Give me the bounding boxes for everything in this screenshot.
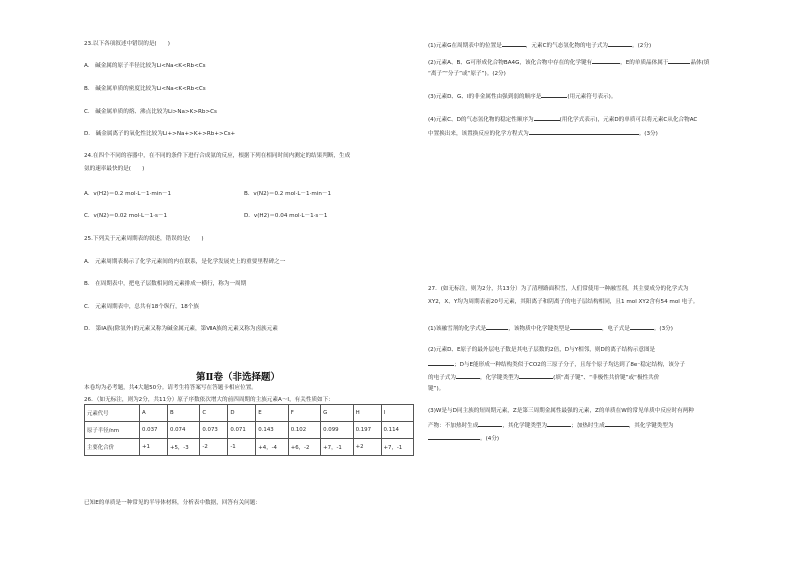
valence-cell: -2: [200, 439, 228, 456]
q26-sub3: [428, 92, 616, 101]
q24-option-a: A．v(H2)＝0.2 mol·L－1·min－1: [84, 191, 172, 197]
q27-sub2-line2: [428, 360, 685, 369]
q26-sub2-c: 晶体(填: [690, 60, 710, 66]
q27-sub2-f: 键”)。: [428, 386, 445, 392]
row-header-valence: 主要化合价: [85, 439, 140, 456]
answer-blank[interactable]: [478, 421, 502, 427]
q27-sub1: [428, 324, 673, 333]
q27-sub1-a: (1)该融雪剂的化学式是: [428, 326, 487, 332]
q23-option-c: C. 碱金属单质的熔、沸点比较为Li>Na>K>Rb>Cs: [84, 109, 217, 115]
q27-sub2-b: ；D与E能形成一种结构类似于CO2的三原子分子，且每个原子均达到了8e⁻稳定结构，该分子: [454, 362, 686, 368]
q27-sub2-line3: [428, 373, 659, 382]
q23-stem: 23.以下各项叙述中错误的是( ): [84, 41, 170, 47]
q27-sub3-e: ，其化学键类型为: [628, 423, 674, 429]
valence-row: [85, 439, 414, 456]
answer-blank[interactable]: [630, 324, 654, 330]
q27-sub3-line1: (3)W是与D同主族的短周期元素，Z是第三周期金属性最强的元素，Z的单质在W的常见单质中反应时有两种: [428, 408, 694, 414]
q26-sub1-a: (1)元素G在周期表中的位置是: [428, 43, 502, 49]
q26-note: 已知E的单质是一种常见的半导体材料，分析表中数据，回答有关问题：: [84, 500, 261, 506]
q26-sub4-a: (4)元素C、D的气态氢化物的稳定性顺序为: [428, 117, 534, 123]
q27-sub2-a: (2)元素D、E原子的最外层电子数是其电子层数的2倍，D与Y相邻，则D的离子结构示意图是: [428, 347, 656, 353]
q26-sub2-a: (2)元素A、B、G可形成化合物BA4G，该化合物中存在的化学键有: [428, 60, 593, 66]
q27-line1: 27．(如无标注，则为2分，共13分）为了清理路面积雪，人们常使用一种融雪剂，其主要成分的化学式为: [428, 286, 689, 292]
atomic-radius-cell: 0.037: [140, 422, 168, 439]
q27-sub3-c: ，其化学键类型为: [502, 423, 548, 429]
q23-option-b: B. 碱金属单质的密度比较为Li<Na<K<Rb<Cs: [84, 86, 206, 92]
q26-sub2-line1: [428, 58, 709, 67]
q26-sub4-line1: [428, 115, 697, 124]
valence-cell: +6，-2: [288, 439, 320, 456]
q27-sub2-e: (填“离子键”、“非极性共价键”或“极性共价: [553, 375, 660, 381]
element-code-cell: A: [140, 405, 168, 422]
element-table: [84, 404, 414, 456]
valence-cell: +1: [140, 439, 168, 456]
answer-blank[interactable]: [486, 324, 508, 330]
q26-sub4-d: 。(3分): [638, 131, 658, 137]
q27-sub1-d: 。(3分): [653, 326, 673, 332]
answer-blank[interactable]: [547, 421, 571, 427]
q25-option-c: C. 元素周期表中，总共有18个纵行，18个族: [84, 304, 200, 310]
q27-sub2-d: ，化学键类型为: [479, 375, 520, 381]
valence-cell: +2: [353, 439, 381, 456]
atomic-radius-cell: 0.197: [353, 422, 381, 439]
element-code-cell: H: [353, 405, 381, 422]
q24-option-c: C．v(N2)＝0.02 mol·L－1·s－1: [84, 213, 168, 219]
q26-sub2-d: “离子”“分子”或“原子”)。(2分): [428, 71, 506, 77]
q26-sub1-c: 。(2分): [632, 43, 652, 49]
element-code-cell: C: [200, 405, 228, 422]
q26-sub1-b: ，元素C的气态氢化物的电子式为: [525, 43, 609, 49]
atomic-radius-cell: 0.114: [381, 422, 414, 439]
answer-blank[interactable]: [541, 92, 567, 98]
atomic-radius-cell: 0.073: [200, 422, 228, 439]
q27-line2: XY2，X、Y均为周期表前20号元素，其阳离子和阴离子的电子层结构相同，且1 mol XY2含有54 mol 电子。: [428, 299, 699, 305]
q27-sub1-b: ，该物质中化学键类型是: [508, 326, 570, 332]
answer-blank[interactable]: [456, 373, 480, 379]
valence-cell: +5，-3: [167, 439, 199, 456]
element-code-row: [85, 405, 414, 422]
part2-title: 第Ⅱ卷（非选择题）: [196, 372, 281, 383]
q24-option-b: B．v(N2)＝0.2 mol·L－1·min－1: [244, 191, 332, 197]
q26-sub2-b: ，E的单质晶体属于: [620, 60, 669, 66]
atomic-radius-cell: 0.071: [228, 422, 256, 439]
atomic-radius-cell: 0.099: [321, 422, 353, 439]
element-code-cell: G: [321, 405, 353, 422]
q27-sub3-line3: [428, 434, 499, 443]
element-code-cell: D: [228, 405, 256, 422]
q27-sub3-line2: [428, 421, 673, 430]
q25-option-d: D. 第ⅠA族(除氢外)的元素又称为碱金属元素，第ⅦA族的元素又称为卤族元素: [84, 326, 278, 332]
atomic-radius-cell: 0.074: [167, 422, 199, 439]
q26-sub1: [428, 41, 651, 50]
answer-blank[interactable]: [428, 360, 454, 366]
element-code-cell: B: [167, 405, 199, 422]
valence-cell: +7，-1: [321, 439, 353, 456]
element-code-cell: E: [256, 405, 288, 422]
q27-sub3-d: ；加热时生成: [571, 423, 605, 429]
part2-intro: 本卷均为必考题，共4大题50分。请考生将答案写在答题卡相应位置。: [84, 385, 257, 391]
answer-blank[interactable]: [668, 58, 690, 64]
q26-stem: 26．（如无标注，则为2分，共11分）原子序数依次增大的前四周期的主族元素A～I，有关性质如下：: [84, 397, 334, 403]
answer-blank[interactable]: [592, 58, 620, 64]
row-header-code: 元素代号: [85, 405, 140, 422]
answer-blank[interactable]: [428, 434, 480, 440]
element-code-cell: I: [381, 405, 414, 422]
q24-stem-line1: 24.在四个不同的容器中，在不同的条件下进行合成氨的反应，根据下列在相同时间内测定的结果判断，生成: [84, 153, 351, 159]
answer-blank[interactable]: [605, 421, 629, 427]
answer-blank[interactable]: [529, 129, 639, 135]
q26-sub4-line2: [428, 129, 658, 138]
valence-cell: -1: [228, 439, 256, 456]
q27-sub3-b: 产物：不加热时生成: [428, 423, 479, 429]
answer-blank[interactable]: [519, 373, 553, 379]
q25-option-b: B. 在周期表中，把电子层数相同的元素排成一横行，称为一周期: [84, 281, 247, 287]
q26-sub4-b: (用化学式表示)，元素D的单质可以将元素C从化合物AC: [559, 117, 698, 123]
q23-option-d: D. 碱金属离子的氧化性比较为Li+>Na+>K+>Rb+>Cs+: [84, 131, 236, 137]
q27-sub2-c: 的电子式为: [428, 375, 456, 381]
row-header-radius: 原子半径/nm: [85, 422, 140, 439]
q27-sub2-line1: [428, 347, 655, 354]
element-code-cell: F: [288, 405, 320, 422]
q25-stem: 25.下列关于元素周期表的叙述，错误的是( ): [84, 236, 204, 242]
answer-blank[interactable]: [502, 41, 526, 47]
valence-cell: +7，-1: [381, 439, 414, 456]
answer-blank[interactable]: [570, 324, 602, 330]
valence-cell: +4，-4: [256, 439, 288, 456]
q26-sub3-a: (3)元素D、G、I的非金属性由强到弱的顺序是: [428, 94, 542, 100]
answer-blank[interactable]: [534, 115, 560, 121]
q23-option-a: A. 碱金属的原子半径比较为Li<Na<K<Rb<Cs: [84, 63, 206, 69]
atomic-radius-row: [85, 422, 414, 439]
q25-option-a: A. 元素周期表揭示了化学元素间的内在联系，是化学发展史上的重要里程碑之一: [84, 259, 286, 265]
q24-stem-line2: 氨的速率最快的是( ): [84, 166, 145, 172]
q27-sub1-c: ，电子式是: [601, 326, 630, 332]
q26-sub4-c: 中置换出来，该置换反应的化学方程式为: [428, 131, 529, 137]
atomic-radius-cell: 0.102: [288, 422, 320, 439]
q27-sub3-f: 。(4分): [480, 436, 500, 442]
answer-blank[interactable]: [608, 41, 632, 47]
q24-option-d: D．v(H2)＝0.04 mol·L－1·s－1: [244, 213, 328, 219]
atomic-radius-cell: 0.143: [256, 422, 288, 439]
q26-sub3-b: (用元素符号表示)。: [567, 94, 617, 100]
